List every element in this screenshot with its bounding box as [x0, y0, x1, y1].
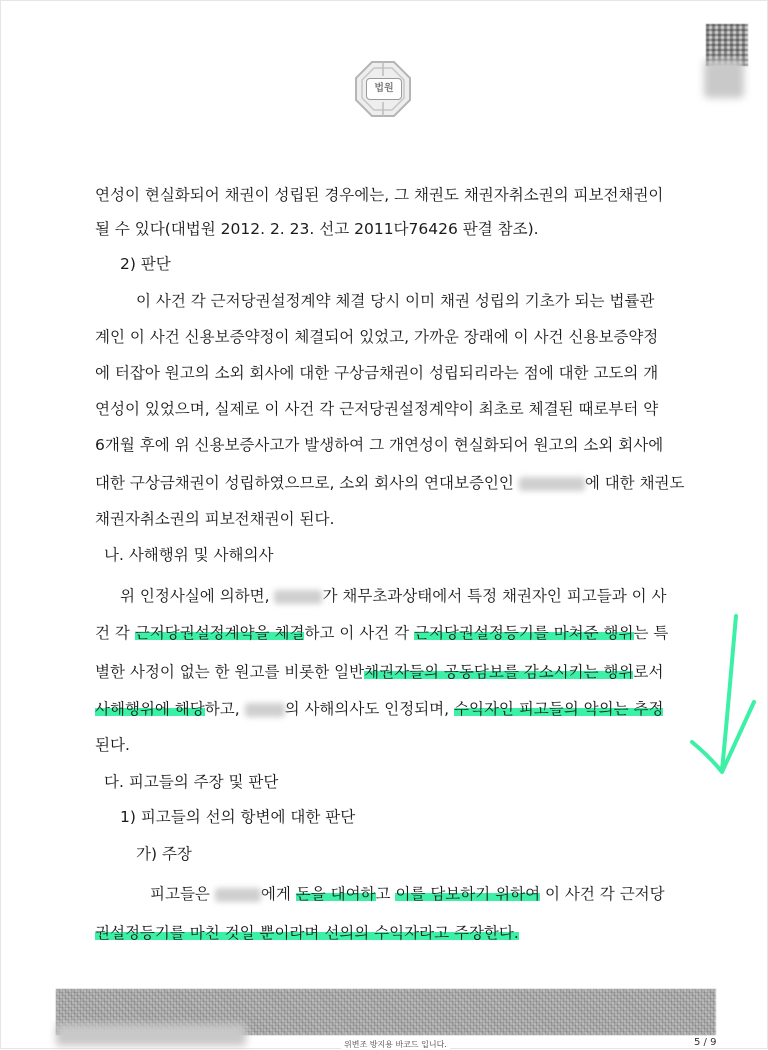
- court-emblem: [352, 58, 414, 120]
- highlighted-text: 근저당권설정계약을 체결: [134, 624, 305, 642]
- page-number: 5 / 9: [694, 1037, 717, 1048]
- text-line: [95, 698, 663, 720]
- barcode-note: 위변조 방지용 바코드 입니다.: [341, 1039, 450, 1050]
- text-line: [120, 585, 666, 607]
- text-line: 연성이 있었으며, 실제로 이 사건 각 근저당권설정계약이 최초로 체결된 때로부터 약: [95, 400, 659, 418]
- text-span: 대한 구상금채권이 성립하였으므로, 소외 회사의 연대보증인인: [95, 474, 514, 492]
- text-span: 피고들은: [150, 885, 210, 903]
- text-line: 6개월 후에 위 신용보증사고가 발생하여 그 개연성이 현실화되어 원고의 소외 회사에: [95, 436, 664, 454]
- emblem-label: 법원: [366, 78, 402, 100]
- handwritten-arrow-icon: [684, 610, 764, 780]
- text-span: 가 채무초과상태에서 특정 채권자인 피고들과 이 사: [322, 587, 667, 605]
- text-line: [95, 661, 663, 683]
- text-line: 에 터잡아 원고의 소외 회사에 대한 구상금채권이 성립되리라는 점에 대한 고도의 개: [95, 364, 659, 382]
- text-span: 에게: [260, 885, 291, 903]
- redacted-name: [519, 477, 585, 491]
- redacted-name: [215, 888, 261, 902]
- text-span: 에 대한 채권도: [584, 474, 685, 492]
- text-line: 채권자취소권의 피보전채권이 된다.: [95, 510, 335, 528]
- text-line: [95, 622, 668, 644]
- highlighted-text: 채권자들의 공동담보를 감소시키는 행위: [364, 663, 634, 681]
- text-line: [150, 883, 665, 905]
- redacted-name: [245, 703, 285, 717]
- text-span: 건 각: [95, 624, 130, 642]
- text-span: 하고,: [204, 700, 240, 718]
- highlighted-text: 근저당권설정등기를 마쳐준 행위: [414, 624, 634, 642]
- section-heading: 나. 사해행위 및 사해의사: [104, 546, 274, 564]
- text-span: 하고 이 사건 각: [304, 624, 410, 642]
- highlighted-text: 사해행위에 해당: [95, 700, 205, 718]
- highlighted-text: 수익자인 피고들의 악의는 추정: [454, 700, 664, 718]
- highlighted-text: 이를 담보하기 위하여: [395, 885, 541, 903]
- text-span: 이 사건 각 근저당: [545, 885, 665, 903]
- text-line: 연성이 현실화되어 채권이 성립된 경우에는, 그 채권도 채권자취소권의 피보전채권이: [95, 186, 664, 204]
- text-span: 로서: [633, 663, 664, 681]
- text-line: 계인 이 사건 신용보증약정이 체결되어 있었고, 가까운 장래에 이 사건 신용보증약정: [95, 328, 659, 346]
- text-line: 될 수 있다(대법원 2012. 2. 23. 선고 2011다76426 판결 참조).: [95, 220, 539, 238]
- text-span: 별한 사정이 없는 한 원고를 비롯한 일반: [95, 663, 365, 681]
- text-line: 된다.: [95, 736, 130, 754]
- text-span: 는 특: [633, 624, 669, 642]
- redacted-name: [274, 590, 322, 604]
- text-span: 의 사해의사도 인정되며,: [284, 700, 450, 718]
- text-span: 위 인정사실에 의하면,: [120, 587, 270, 605]
- redacted-footer: [56, 1024, 246, 1046]
- section-heading: 2) 판단: [120, 255, 171, 273]
- highlighted-text: 돈을 대여하: [295, 885, 376, 903]
- section-heading: 다. 피고들의 주장 및 판단: [104, 773, 279, 791]
- text-span: 고: [375, 885, 391, 903]
- text-line: 이 사건 각 근저당권설정계약 체결 당시 이미 채권 성립의 기초가 되는 법률관: [136, 292, 655, 310]
- highlighted-text: 권설정등기를 마친 것일 뿐이라며 선의의 수익자라고 주장한다.: [95, 924, 519, 942]
- text-line: [95, 472, 685, 494]
- text-line: [95, 922, 519, 944]
- section-heading: 가) 주장: [136, 845, 192, 863]
- section-heading: 1) 피고들의 선의 항변에 대한 판단: [120, 808, 356, 826]
- redacted-stamp: [704, 60, 744, 98]
